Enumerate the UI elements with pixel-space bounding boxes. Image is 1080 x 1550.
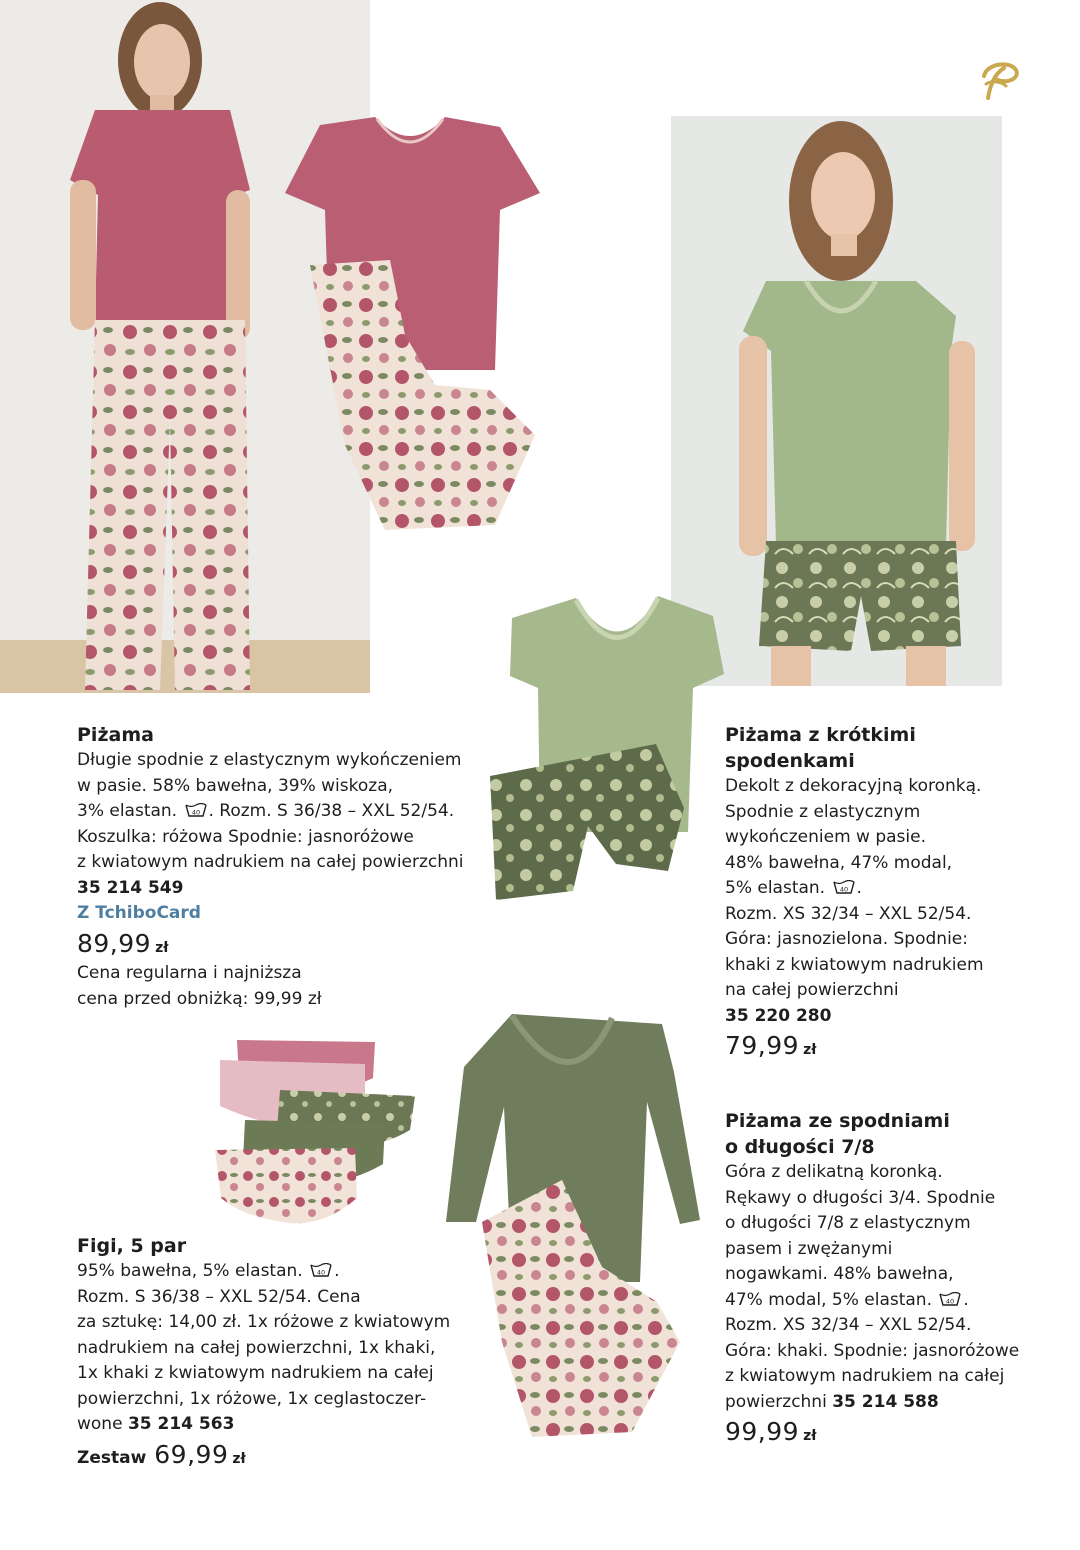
description-text: . — [963, 1289, 969, 1310]
product-code: 35 214 563 — [127, 1414, 235, 1434]
description-text: . Rozm. S 36/38 – XXL 52/54. — [208, 801, 455, 821]
description-text: wone — [77, 1414, 123, 1434]
product-code: 35 214 588 — [832, 1391, 939, 1412]
description-text: 95% bawełna, 5% elastan. — [77, 1261, 303, 1281]
wash-40-icon — [310, 1263, 332, 1278]
product-info-long-pajama — [725, 1108, 1045, 1450]
product-code: 35 220 280 — [725, 1005, 832, 1026]
tchibo-logo-icon — [976, 58, 1024, 102]
product-info-short-pajama — [725, 722, 1045, 1064]
price-note: cena przed obniżką: 99,99 zł — [77, 988, 322, 1009]
description-line: powierzchni, 1x różowe, 1x ceglastoczer- — [77, 1388, 427, 1409]
product-image-pink-pajama — [285, 115, 540, 535]
description-line: Długie spodnie z elastycznym wykończeniem — [77, 750, 462, 770]
description-line: 48% bawełna, 47% modal, — [725, 852, 953, 873]
price: 79,99 — [725, 1031, 800, 1060]
description-line: Rękawy o długości 3/4. Spodnie — [725, 1187, 996, 1208]
description-line — [725, 1390, 1045, 1416]
product-title: Piżama z krótkimi — [725, 724, 916, 746]
product-title: spodenkami — [725, 750, 855, 772]
description-line: Rozm. XS 32/34 – XXL 52/54. — [725, 903, 972, 924]
description-line — [77, 1412, 457, 1438]
description-line: Koszulka: różowa Spodnie: jasnoróżowe — [77, 826, 414, 847]
description-line: Rozm. XS 32/34 – XXL 52/54. — [725, 1315, 972, 1335]
product-title: Figi, 5 par — [77, 1235, 187, 1257]
description-line: Góra: jasnozielona. Spodnie: — [725, 929, 968, 949]
svg-text:40: 40 — [191, 808, 200, 817]
tchibocard-label: Z TchiboCard — [77, 903, 201, 923]
price-row — [725, 1419, 1045, 1450]
currency: zł — [803, 1042, 817, 1058]
product-title: o długości 7/8 — [725, 1136, 875, 1158]
currency: zł — [803, 1428, 817, 1444]
currency: zł — [232, 1450, 246, 1467]
description-text: 47% modal, 5% elastan. — [725, 1289, 932, 1310]
product-image-green-pajama — [488, 596, 728, 902]
description-line: nogawkami. 48% bawełna, — [725, 1264, 954, 1284]
description-line: wykończeniem w pasie. — [725, 827, 926, 847]
description-line: Dekolt z dekoracyjną koronką. — [725, 776, 982, 796]
description-line: za sztukę: 14,00 zł. 1x różowe z kwiatowym — [77, 1312, 451, 1332]
description-line: nadrukiem na całej powierzchni, 1x khaki, — [77, 1337, 436, 1358]
price-row — [725, 1033, 1045, 1064]
description-line: Góra z delikatną koronką. — [725, 1162, 943, 1182]
description-line: Rozm. S 36/38 – XXL 52/54. Cena — [77, 1286, 361, 1307]
wash-40-icon — [833, 880, 855, 895]
description-line — [725, 1288, 1045, 1314]
product-info-pink-pajama — [77, 722, 477, 1012]
currency: zł — [155, 939, 169, 956]
description-text: . — [856, 878, 862, 898]
description-line — [725, 876, 1045, 902]
description-line: z kwiatowym nadrukiem na całej — [725, 1366, 1005, 1386]
description-line: Góra: khaki. Spodnie: jasnoróżowe — [725, 1340, 1020, 1361]
price: 69,99 — [154, 1439, 229, 1469]
product-code: 35 214 549 — [77, 877, 184, 898]
wash-40-icon — [185, 803, 207, 818]
description-text: . — [334, 1261, 340, 1281]
svg-text:40: 40 — [316, 1268, 326, 1277]
svg-text:40: 40 — [839, 885, 848, 894]
price: 89,99 — [77, 928, 152, 958]
description-line: Spodnie z elastycznym — [725, 801, 921, 822]
description-text: powierzchni — [725, 1391, 827, 1412]
set-label: Zestaw — [77, 1447, 147, 1468]
price: 99,99 — [725, 1417, 800, 1446]
wash-40-icon — [939, 1292, 961, 1307]
svg-text:40: 40 — [946, 1297, 955, 1305]
description-text: 5% elastan. — [725, 878, 826, 898]
product-info-briefs — [77, 1233, 457, 1472]
description-line: pasem i zwężanymi — [725, 1238, 893, 1259]
description-line — [77, 1259, 457, 1285]
description-line: khaki z kwiatowym nadrukiem — [725, 954, 984, 975]
price-note: Cena regularna i najniższa — [77, 963, 302, 983]
product-title: Piżama — [77, 724, 154, 746]
product-image-khaki-long-pajama — [442, 1012, 702, 1440]
description-line: z kwiatowym nadrukiem na całej powierzchni — [77, 852, 464, 872]
description-line: w pasie. 58% bawełna, 39% wiskoza, — [77, 775, 394, 796]
description-line: o długości 7/8 z elastycznym — [725, 1213, 971, 1233]
description-line — [77, 799, 477, 825]
price-row — [77, 1439, 457, 1473]
product-image-briefs — [215, 1038, 415, 1248]
product-title: Piżama ze spodniami — [725, 1110, 950, 1132]
price-row — [77, 928, 477, 962]
description-line: 1x khaki z kwiatowym nadrukiem na całej — [77, 1363, 434, 1383]
description-line: na całej powierzchni — [725, 980, 899, 1000]
description-text: 3% elastan. — [77, 801, 178, 821]
